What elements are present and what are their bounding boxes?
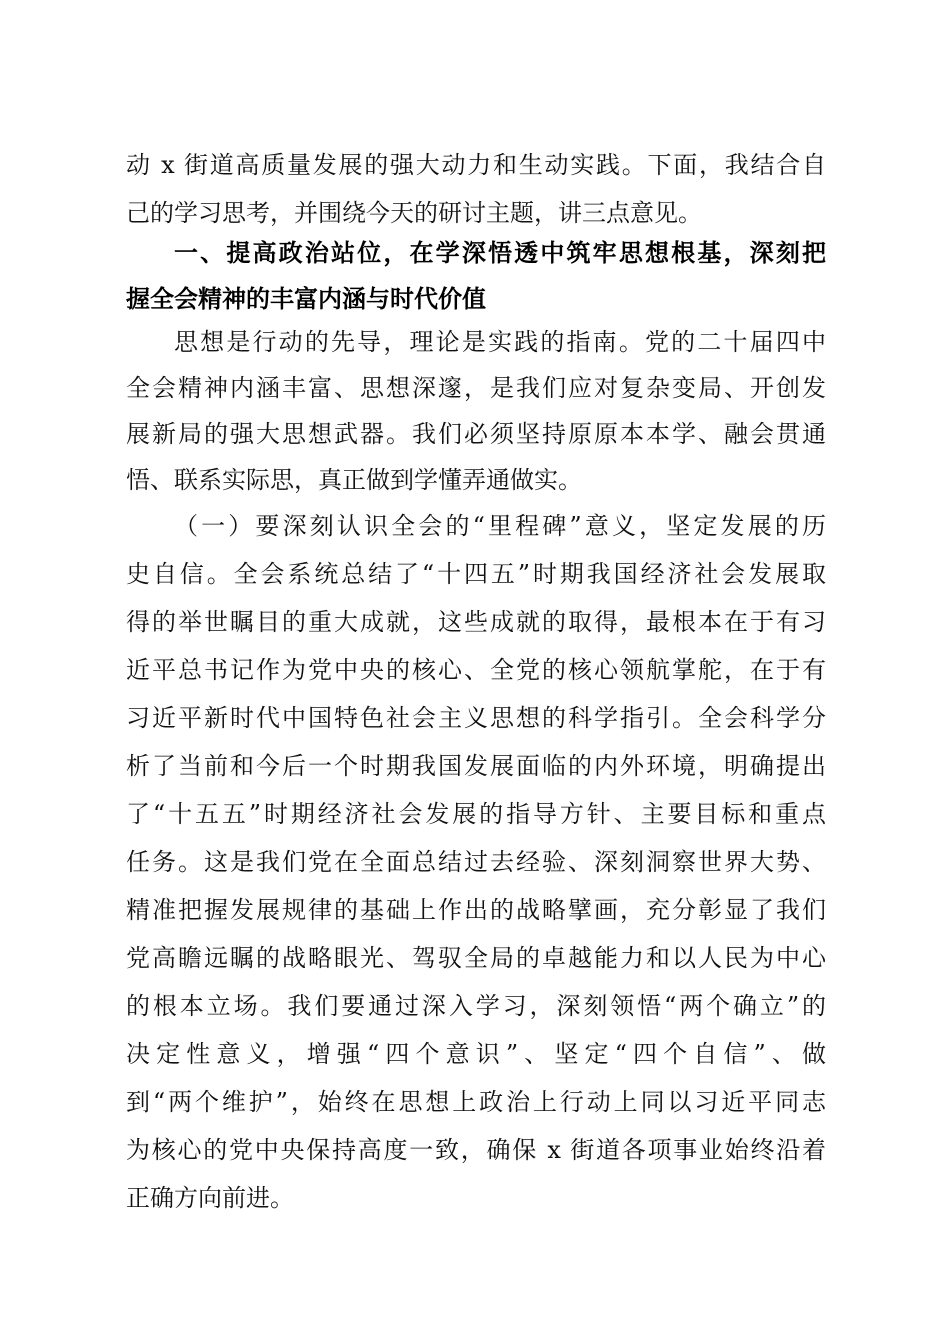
section-heading-line-2: 握全会精神的丰富内涵与时代价值 [126, 285, 486, 313]
subsection-line-15: 正确方向前进。 [126, 1184, 294, 1212]
section-heading-line-1: 一、提高政治站位，在学深悟透中筑牢思想根基，深刻把 [174, 239, 826, 267]
subsection-line-7: 了“十五五”时期经济社会发展的指导方针、主要目标和重点 [126, 800, 826, 828]
subsection-line-1: （一）要深刻认识全会的“里程碑”意义，坚定发展的历 [174, 512, 826, 540]
subsection-line-11: 的根本立场。我们要通过深入学习，深刻领悟“两个确立”的 [126, 992, 826, 1020]
subsection-line-12: 决定性意义，增强“四个意识”、坚定“四个自信”、做 [126, 1040, 826, 1068]
subsection-line-5: 习近平新时代中国特色社会主义思想的科学指引。全会科学分 [126, 704, 826, 732]
intro-line-1: 动 x 街道高质量发展的强大动力和生动实践。下面，我结合自 [126, 151, 826, 179]
subsection-line-9: 精准把握发展规律的基础上作出的战略擘画，充分彰显了我们 [126, 896, 826, 924]
subsection-line-14: 为核心的党中央保持高度一致，确保 x 街道各项事业始终沿着 [126, 1136, 826, 1164]
subsection-line-4: 近平总书记作为党中央的核心、全党的核心领航掌舵，在于有 [126, 656, 826, 684]
subsection-line-6: 析了当前和今后一个时期我国发展面临的内外环境，明确提出 [126, 752, 826, 780]
subsection-line-2: 史自信。全会系统总结了“十四五”时期我国经济社会发展取 [126, 560, 826, 588]
subsection-line-3: 得的举世瞩目的重大成就，这些成就的取得，最根本在于有习 [126, 608, 826, 636]
section-paragraph-line-4: 悟、联系实际思，真正做到学懂弄通做实。 [126, 466, 582, 494]
section-paragraph-line-2: 全会精神内涵丰富、思想深邃，是我们应对复杂变局、开创发 [126, 374, 826, 402]
section-paragraph-line-1: 思想是行动的先导，理论是实践的指南。党的二十届四中 [174, 328, 826, 356]
subsection-line-8: 任务。这是我们党在全面总结过去经验、深刻洞察世界大势、 [126, 848, 826, 876]
subsection-line-13: 到“两个维护”，始终在思想上政治上行动上同以习近平同志 [126, 1088, 826, 1116]
subsection-line-10: 党高瞻远瞩的战略眼光、驾驭全局的卓越能力和以人民为中心 [126, 944, 826, 972]
intro-line-2: 己的学习思考，并围绕今天的研讨主题，讲三点意见。 [126, 199, 702, 227]
section-paragraph-line-3: 展新局的强大思想武器。我们必须坚持原原本本学、融会贯通 [126, 420, 826, 448]
